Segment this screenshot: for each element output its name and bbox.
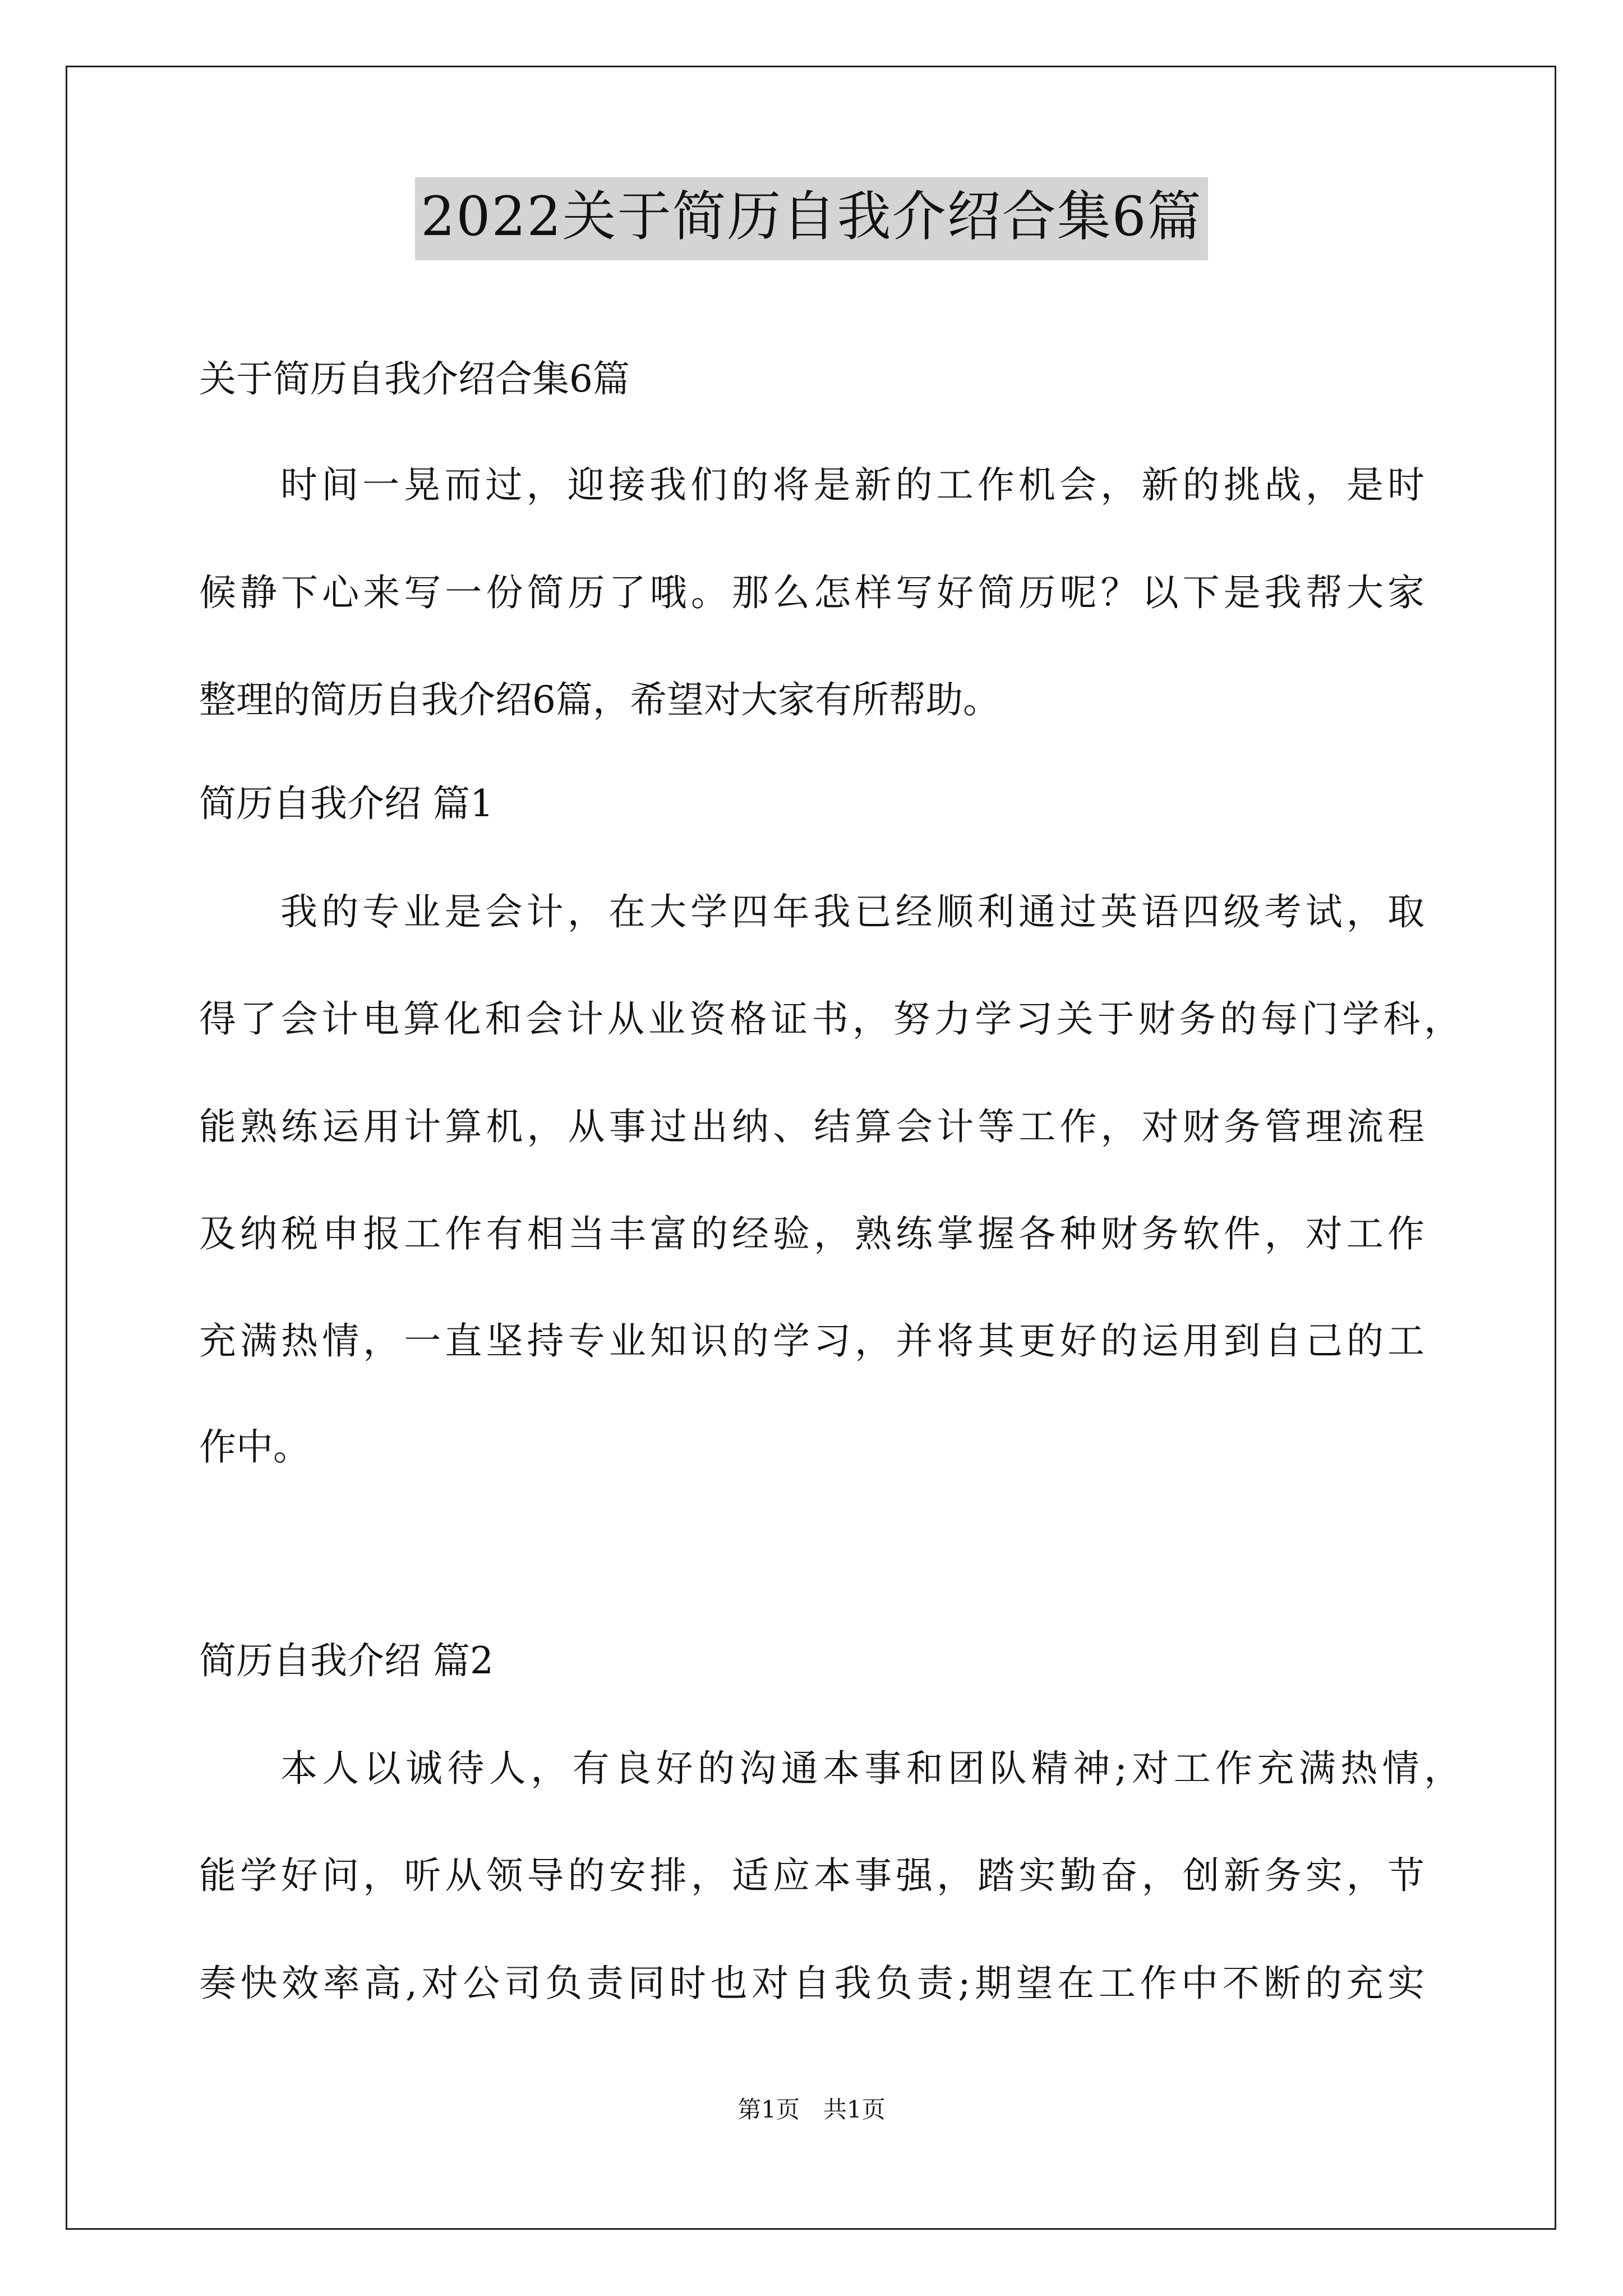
- paragraph-line: 充满热情，一直坚持专业知识的学习，并将其更好的运用到自己的工: [199, 1319, 1424, 1363]
- section-heading: 简历自我介绍 篇1: [199, 782, 494, 825]
- paragraph-line: 作中。: [199, 1425, 310, 1469]
- section-heading: 简历自我介绍 篇2: [199, 1639, 494, 1682]
- paragraph-line: 及纳税申报工作有相当丰富的经验，熟练掌握各种财务软件，对工作: [199, 1212, 1424, 1255]
- document-subtitle: 关于简历自我介绍合集6篇: [199, 357, 630, 401]
- paragraph-line: 整理的简历自我介绍6篇，希望对大家有所帮助。: [199, 678, 1000, 721]
- page-footer: 第1页 共1页: [737, 2096, 886, 2123]
- document-title: [0, 185, 1623, 248]
- paragraph-line: 时间一晃而过，迎接我们的将是新的工作机会，新的挑战，是时: [280, 463, 1424, 507]
- paragraph-line: 本人以诚待人，有良好的沟通本事和团队精神;对工作充满热情，: [280, 1747, 1461, 1790]
- paragraph-line: 能熟练运用计算机，从事过出纳、结算会计等工作，对财务管理流程: [199, 1105, 1424, 1148]
- document-title-text: 2022关于简历自我介绍合集6篇: [415, 177, 1207, 260]
- paragraph-line: 得了会计电算化和会计从业资格证书，努力学习关于财务的每门学科，: [199, 997, 1461, 1041]
- paragraph-line: 能学好问，听从领导的安排，适应本事强，踏实勤奋，创新务实，节: [199, 1854, 1424, 1897]
- paragraph-line: 我的专业是会计，在大学四年我已经顺利通过英语四级考试，取: [280, 890, 1424, 933]
- paragraph-line: 候静下心来写一份简历了哦。那么怎样写好简历呢？以下是我帮大家: [199, 571, 1424, 614]
- paragraph-line: 奏快效率高,对公司负责同时也对自我负责;期望在工作中不断的充实: [199, 1962, 1424, 2005]
